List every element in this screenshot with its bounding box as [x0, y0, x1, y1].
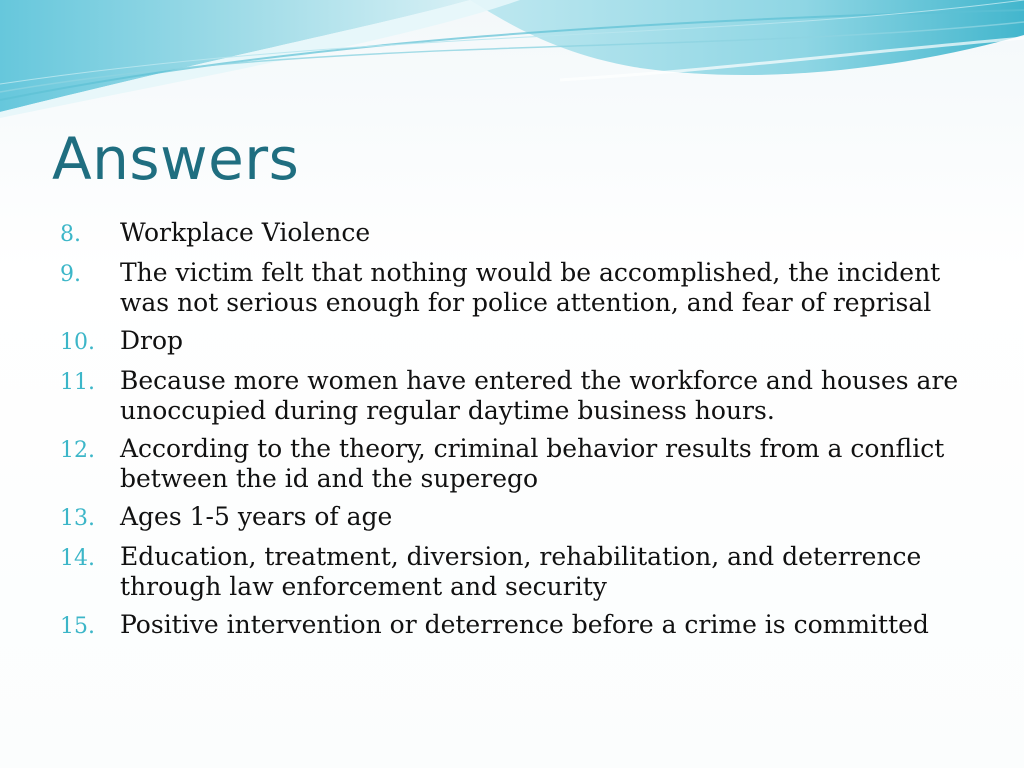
header-wave-decoration [0, 0, 1024, 130]
answer-item [60, 610, 990, 642]
answer-number: 15. [60, 614, 95, 639]
answer-text: Education, treatment, diversion, rehabilitation, and deterrence through law enforcement and security [120, 542, 922, 601]
answer-number: 13. [60, 506, 95, 531]
answer-item [60, 542, 990, 602]
answer-list [60, 218, 990, 650]
answer-text: Ages 1-5 years of age [120, 502, 393, 531]
slide-title: Answers [52, 125, 300, 193]
answer-number: 10. [60, 330, 95, 355]
answer-item [60, 434, 990, 494]
answer-number: 14. [60, 546, 95, 571]
answer-text: Positive intervention or deterrence before a crime is committed [120, 610, 929, 639]
answer-number: 12. [60, 438, 95, 463]
answer-number: 11. [60, 370, 95, 395]
answer-text: Workplace Violence [120, 218, 371, 247]
answer-number: 9. [60, 262, 81, 287]
answer-item [60, 218, 990, 250]
answer-text: According to the theory, criminal behavior results from a conflict between the id and the superego [120, 434, 945, 493]
answer-item [60, 326, 990, 358]
answer-item [60, 502, 990, 534]
answer-number: 8. [60, 222, 81, 247]
answer-item [60, 258, 990, 318]
answer-text: The victim felt that nothing would be accomplished, the incident was not serious enough for police attention, and fear of reprisal [120, 258, 941, 317]
answer-text: Because more women have entered the workforce and houses are unoccupied during regular daytime business hours. [120, 366, 959, 425]
answer-text: Drop [120, 326, 184, 355]
answer-item [60, 366, 990, 426]
